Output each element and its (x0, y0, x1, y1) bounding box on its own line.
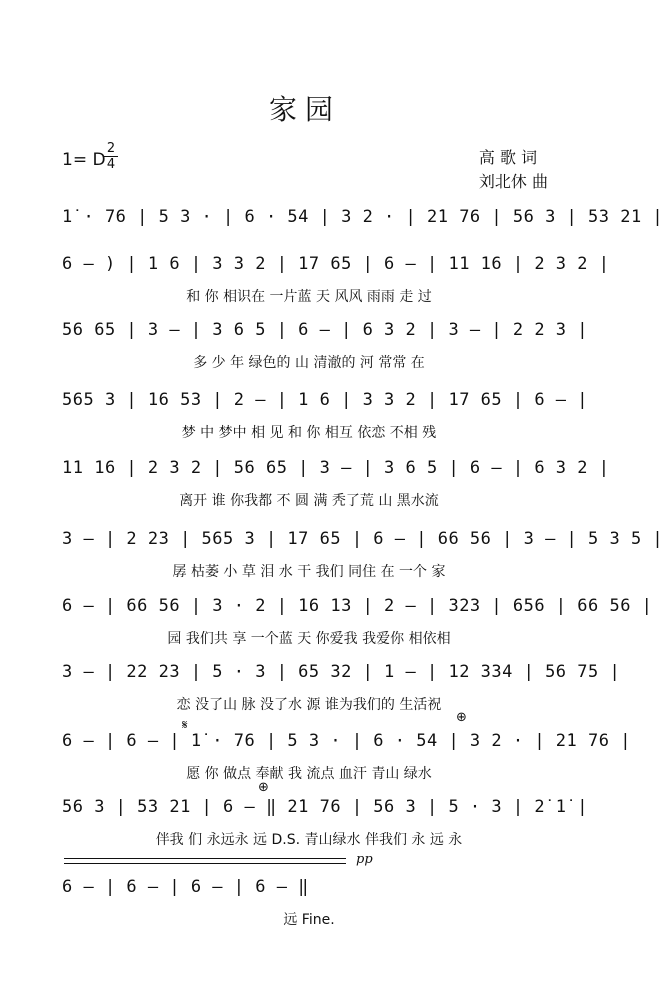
notes-line: 56 3 | 53 21 | 6 – ‖ 2̇1 76 | 56 3 | 5 · 3 | 2̇ 1̇ | (62, 797, 589, 817)
lyrics-line: 梦 中 梦中 相 见 和 你 相互 依恋 不相 残 (181, 425, 437, 441)
notes-line: 565 3 | 16 53 | 2 – | 1 6 | 3 3 2 | 17 65 | 6 – | (62, 390, 589, 410)
coda-sign: ⊕ (456, 710, 467, 725)
lyrics-line: 园 我们共 享 一个蓝 天 你爱我 我爱你 相依相 (167, 631, 451, 647)
score-row (62, 795, 589, 851)
notes-line: 3 – | 2 23 | 565 3 | 17 65 | 6 – | 66 56 | 3 – | 5 3 5 | (62, 529, 663, 549)
segno-sign: 𝄋 (182, 718, 188, 733)
score-row (62, 456, 610, 512)
dynamic-mark: pp (356, 852, 373, 867)
time-sig-bottom: 4 (106, 157, 116, 172)
lyrics-line: 和 你 相识在 一片蓝 天 风风 雨雨 走 过 (186, 289, 432, 305)
tie-line-2 (64, 863, 346, 864)
time-sig-top: 2 (106, 141, 116, 156)
score-row (62, 594, 653, 650)
lyrics-line: 恋 没了山 脉 没了水 源 谁为我们的 生活祝 (176, 697, 442, 713)
score-row (62, 527, 663, 583)
lyrics-line: 伴我 们 永远永 远 D.S. 青山绿水 伴我们 永 远 永 (155, 832, 463, 848)
score-row (62, 318, 589, 374)
notes-line: 6 – | 6 – | 1̇ · 76 | 5 3 · | 6 · 54 | 3 2 · | 2̇1 76 | (62, 731, 631, 751)
lyricist: 高 歌 词 (478, 148, 538, 167)
score-row (62, 660, 621, 716)
composer: 刘北休 曲 (478, 172, 548, 191)
tie-line (64, 858, 346, 859)
key-signature: 1= D (62, 150, 106, 170)
lyrics-line: 远 Fine. (283, 912, 335, 928)
song-title: 家园 (268, 93, 341, 126)
score-row (62, 729, 631, 785)
coda-sign-2: ⊕ (258, 780, 269, 795)
score-row (62, 875, 548, 931)
notes-line: 3 – | 22 23 | 5 · 3 | 65 32 | 1 – | 12 334 | 56 75 | (62, 662, 621, 682)
score-row (62, 252, 610, 308)
time-signature (104, 142, 118, 171)
notes-line: 6 – | 66 56 | 3 · 2 | 16 13 | 2 – | 323 | 656 | 66 56 | (62, 596, 653, 616)
notes-line: 6 – ) | 1 6 | 3 3 2 | 17 65 | 6 – | 11 16 | 2 3 2 | (62, 254, 610, 274)
lyrics-line: 多 少 年 绿色的 山 清澈的 河 常常 在 (193, 355, 425, 371)
credits (479, 146, 548, 194)
score-row (62, 388, 589, 444)
lyrics-line: 离开 谁 你我都 不 圆 满 秃了荒 山 黑水流 (179, 493, 439, 509)
lyrics-line: 愿 你 做点 奉献 我 流点 血汗 青山 绿水 (186, 766, 432, 782)
lyrics-line: 孱 枯萎 小 草 泪 水 干 我们 同住 在 一个 家 (172, 564, 446, 580)
notes-line: 11 16 | 2 3 2 | 56 65 | 3 – | 3 6 5 | 6 – | 6 3 2 | (62, 458, 610, 478)
notes-line: 1̇ · 76 | 5 3 · | 6 · 54 | 3 2 · | 2̇1 76 | 56 3 | 53 21 | (62, 207, 663, 227)
notes-line: 6 – | 6 – | 6 – | 6 – ‖ (62, 877, 309, 897)
notes-line: 56 65 | 3 – | 3 6 5 | 6 – | 6 3 2 | 3 – | 2 2 3 | (62, 320, 589, 340)
